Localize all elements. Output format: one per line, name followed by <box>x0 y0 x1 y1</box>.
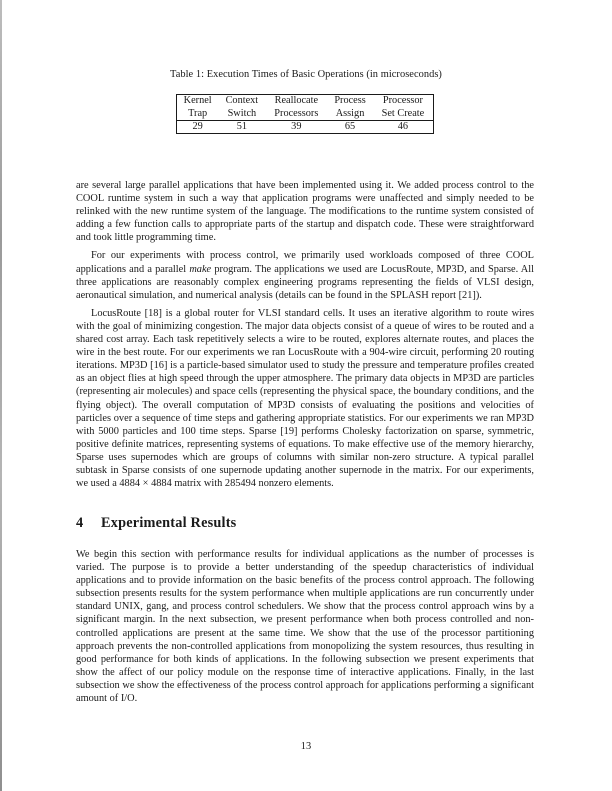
table-caption: Table 1: Execution Times of Basic Operations (in microseconds) <box>170 69 442 80</box>
section-title: Experimental Results <box>101 515 237 531</box>
page-number: 13 <box>300 741 312 752</box>
cell-reallocate-processors: 39 <box>265 121 327 134</box>
header-kernel-trap: Kernel Trap <box>183 95 212 119</box>
cell-process-assign: 65 <box>327 121 373 134</box>
body-text-section-4 <box>76 548 534 705</box>
table-header-row <box>177 95 434 121</box>
execution-times-table <box>176 94 434 134</box>
section-heading <box>76 515 236 532</box>
paragraph-experimental-intro: We begin this section with performance results for individual applications as the number of processes is varied. The purpose is to provide a better understanding of the speedup characteristics of individual applications and to provide information on the basic benefits of the process control approach. The following subsection presents results for the system performance when multiple applications are run concurrently under standard UNIX, gang, and process control schedulers. We show that the process control approach wins by a significant margin. In the next subsection, we present performance when both process controlled and non-controlled applications are present at the same time. We show that the use of the processor partitioning approach prevents the non-controlled applications from monopolizing the system resources, thus resulting in good performance for both kinds of applications. In the following subsection we present experiments that show the affect of our policy module on the response time of interactive applications. Finally, in the last subsection we show the effectiveness of the process control approach for applications performing a significant amount of I/O. <box>76 549 534 705</box>
body-text-upper <box>76 179 534 490</box>
section-number: 4 <box>76 515 84 531</box>
scan-edge <box>0 0 2 791</box>
header-context-switch: Context Switch <box>225 95 259 119</box>
paragraph-workloads: For our experiments with process control, we primarily used workloads composed of three COOL applications and a parallel make program. The applications we used are LocusRoute, MP3D, and Sparse. All three applications are reasonably complex engineering programs representing the fields of VLSI design, aeronautical simulation, and numerical analysis (details can be found in the SPLASH report [21]). <box>76 250 534 301</box>
paragraph-applications: LocusRoute [18] is a global router for VLSI standard cells. It uses an iterative algorithm to route wires with the goal of minimizing congestion. The major data objects consist of a queue of wires to be routed and a shared cost array. Each task repetitively selects a wire to be routed, explores alternate routes, and places the wire in the best route. For our experiments we ran LocusRoute with a 904-wire circuit, performing 20 routing iterations. MP3D [16] is a particle-based simulator used to study the pressure and temperature profiles created as an object flies at high speed through the upper atmosphere. The primary data objects in MP3D are particles (representing air molecules) and space cells (representing the physical space, the boundary conditions, and the flying object). The overall computation of MP3D consists of evaluating the positions and velocities of particles over a sequence of time steps and gathering appropriate statistics. For our experiments we ran MP3D with 5000 particles and 100 time steps. Sparse [19] performs Cholesky factorization on sparse, symmetric, positive definite matrices, representing systems of equations. To make effective use of the memory hierarchy, Sparse uses supernodes which are groups of columns with similar non-zero structure. A typical parallel subtask in Sparse consists of one supernode updating another supernode in the matrix. For our experiments, we used a 4884 × 4884 matrix with 285494 nonzero elements. <box>76 307 534 490</box>
table-row <box>177 121 434 134</box>
header-processor-set-create: Processor Set Create <box>381 95 425 119</box>
header-process-assign: Process Assign <box>334 95 366 119</box>
cell-context-switch: 51 <box>218 121 265 134</box>
header-reallocate-processors: Reallocate Processors <box>274 95 319 119</box>
cell-kernel-trap: 29 <box>177 121 219 134</box>
paragraph-cool-runtime: are several large parallel applications that have been implemented using it. We added process control to the COOL runtime system in such a way that application programs were unaffected and simply needed to be relinked with the new runtime system of the language. The modifications to the runtime system consisted of adding a few function calls to appropriate parts of the startup and dispatch code. These were straightforward and took little programming time. <box>76 180 534 244</box>
cell-processor-set-create: 46 <box>373 121 434 134</box>
